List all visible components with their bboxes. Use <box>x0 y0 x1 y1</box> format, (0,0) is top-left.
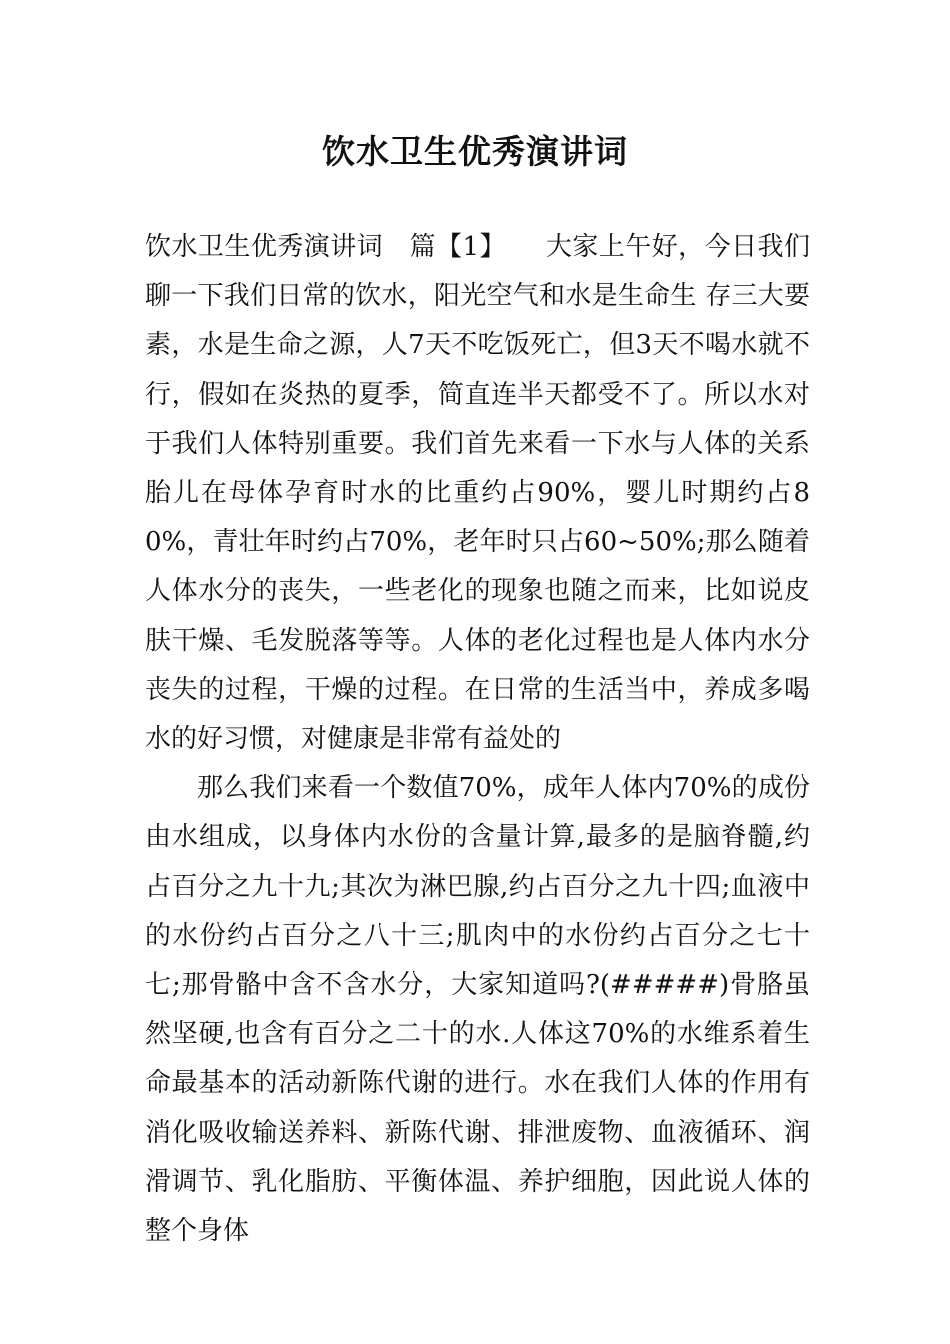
paragraph-2: 那么我们来看一个数值70%，成年人体内70%的成份由水组成，以身体内水份的含量计算,最多的是脑脊髓,约占百分之九十九;其次为淋巴腺,约占百分之九十四;血液中的水份约占百分之八十三;肌肉中的水份约占百分之七十七;那骨骼中含不含水分，大家知道吗?(#####)骨胳虽然坚硬,也含有百分之二十的水.人体这70%的水维系着生命最基本的活动新陈代谢的进行。水在我们人体的作用有消化吸收输送养料、新陈代谢、排泄废物、血液循环、润滑调节、乳化脂肪、平衡体温、养护细胞，因此说人体的整个身体 <box>145 773 810 1247</box>
document-body <box>145 223 810 1256</box>
paragraph-1: 饮水卫生优秀演讲词 篇【1】 大家上午好，今日我们聊一下我们日常的饮水，阳光空气和水是生命生 存三大要素，水是生命之源，人7天不吃饭死亡，但3天不喝水就不行，假如在炎热的夏季，简直连半天都受不了。所以水对于我们人体特别重要。我们首先来看一下水与人体的关系胎儿在母体孕育时水的比重约占90%，婴儿时期约占80%，青壮年时约占70%，老年时只占60~50%;那么随着人体水分的丧失，一些老化的现象也随之而来，比如说皮肤干燥、毛发脱落等等。人体的老化过程也是人体内水分丧失的过程，干燥的过程。在日常的生活当中，养成多喝水的好习惯，对健康是非常有益处的 <box>145 232 810 755</box>
document-title: 饮水卫生优秀演讲词 <box>322 132 628 171</box>
